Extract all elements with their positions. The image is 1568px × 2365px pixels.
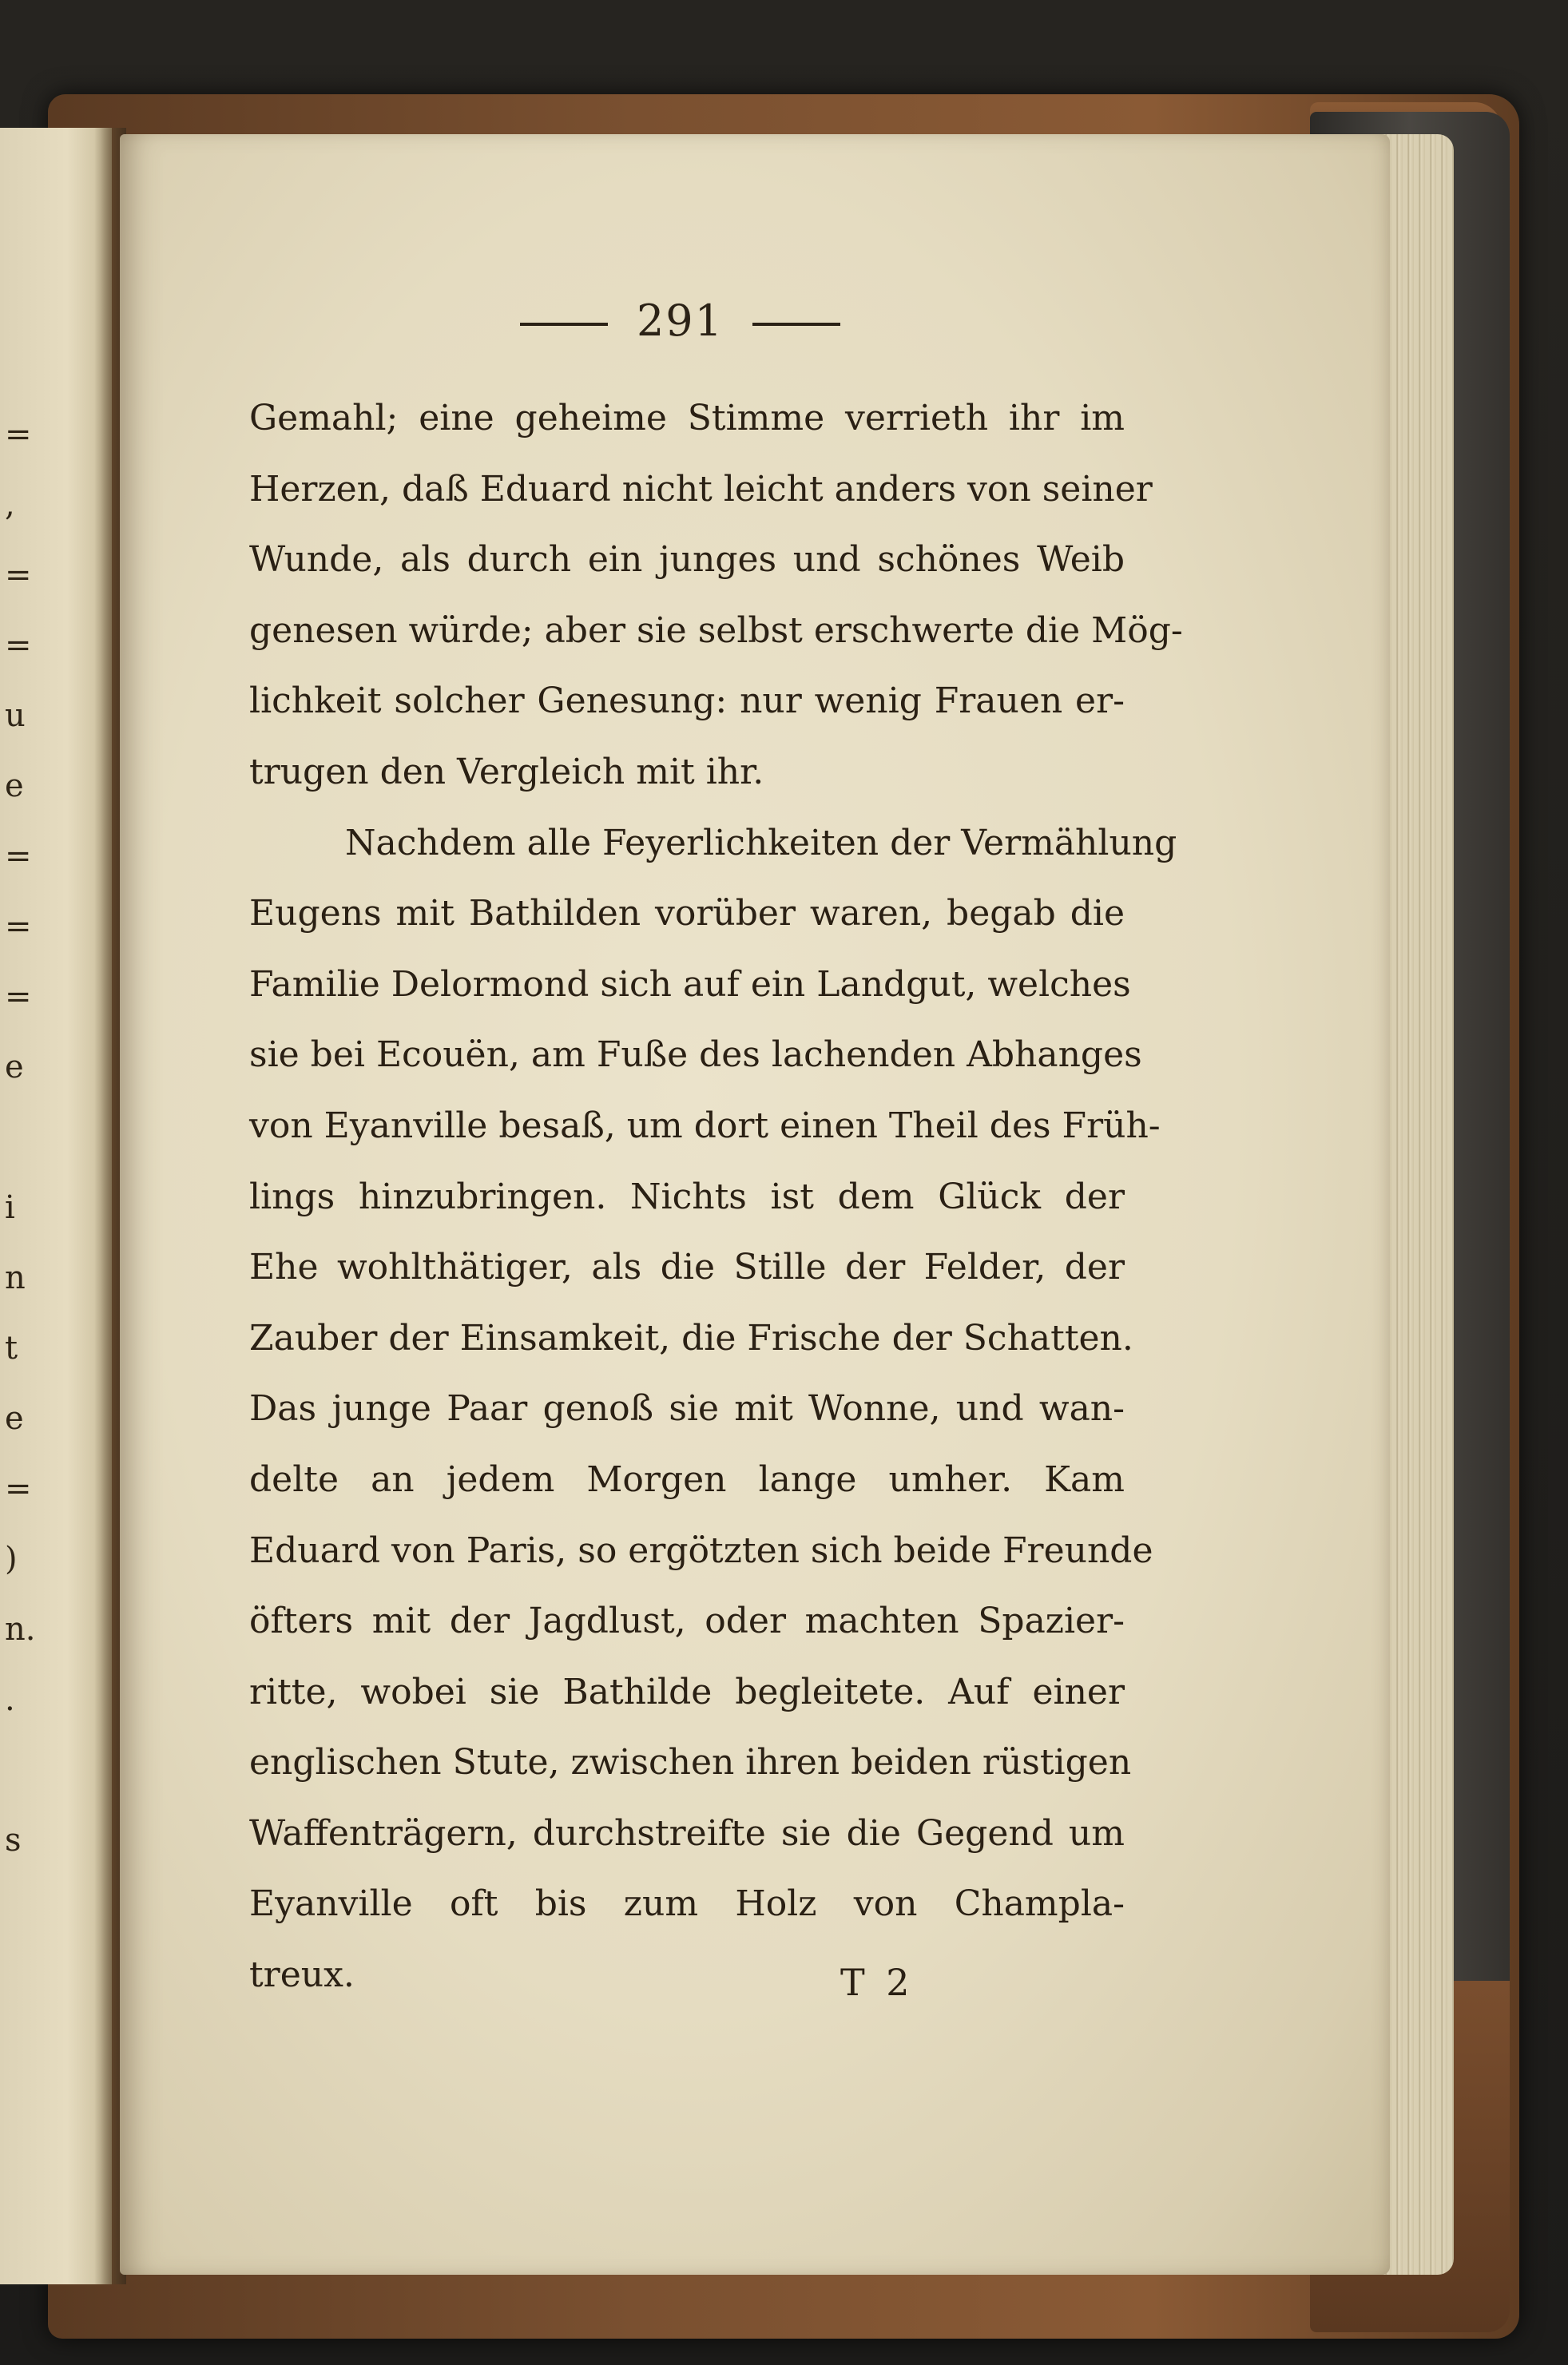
text-line: trugen den Vergleich mit ihr. <box>249 751 764 792</box>
text-line: von Eyanville besaß, um dort einen Theil des Früh- <box>249 1105 1161 1146</box>
text-line: Familie Delormond sich auf ein Landgut, welches <box>249 963 1131 1005</box>
left-page-fragment: , <box>5 486 15 523</box>
left-page-fragment: = <box>5 908 32 945</box>
text-line: Herzen, daß Eduard nicht leicht anders von seiner <box>249 468 1153 510</box>
left-page-fragment: i <box>5 1189 15 1226</box>
page-text <box>249 383 1183 2011</box>
signature-mark: T 2 <box>840 1961 915 2004</box>
text-line: Nachdem alle Feyerlichkeiten der Vermählung <box>345 822 1177 863</box>
text-line: Ehe wohlthätiger, als die Stille der Felder, der <box>249 1247 1125 1288</box>
left-page-fragment: t <box>5 1330 18 1367</box>
page-number: 291 <box>636 296 724 346</box>
text-line: sie bei Ecouën, am Fuße des lachenden Abhanges <box>249 1034 1142 1076</box>
text-line: delte an jedem Morgen lange umher. Kam <box>249 1458 1125 1500</box>
left-page-fragment: = <box>5 627 32 664</box>
left-page-fragment: e <box>5 768 24 804</box>
left-page-fragment: s <box>5 1822 22 1859</box>
left-page-fragment: e <box>5 1049 24 1085</box>
text-line: englischen Stute, zwischen ihren beiden rüstigen <box>249 1742 1132 1784</box>
running-head <box>0 296 1360 346</box>
text-line: Das junge Paar genoß sie mit Wonne, und wan- <box>249 1388 1125 1430</box>
left-page-fragment: = <box>5 978 32 1015</box>
left-page-fragment: . <box>5 1681 15 1718</box>
text-line: ritte, wobei sie Bathilde begleitete. Auf einer <box>249 1671 1125 1712</box>
left-page-fragment <box>5 1102 37 1173</box>
left-page-fragment: n <box>5 1260 26 1296</box>
right-rule <box>752 323 840 326</box>
left-page-fragment <box>5 1735 37 1805</box>
text-line: lings hinzubringen. Nichts ist dem Glück der <box>249 1176 1125 1217</box>
text-line: öfters mit der Jagdlust, oder machten Spazier- <box>249 1601 1125 1642</box>
text-line: Eugens mit Bathilden vorüber waren, begab die <box>249 893 1125 934</box>
text-line: lichkeit solcher Genesung: nur wenig Frauen er- <box>249 681 1125 722</box>
text-line: Waffenträgern, durchstreifte sie die Gegend um <box>249 1812 1125 1854</box>
text-line: Gemahl; eine geheime Stimme verrieth ihr im <box>249 398 1125 438</box>
text-line: Wunde, als durch ein junges und schönes Weib <box>249 539 1125 581</box>
left-page-fragment: = <box>5 557 32 593</box>
left-page-fragment: ) <box>5 1541 18 1577</box>
left-page-fragment <box>5 1875 37 1946</box>
left-page-fragment: = <box>5 1470 32 1507</box>
left-page-fragment: u <box>5 697 26 734</box>
text-line: Eduard von Paris, so ergötzten sich beide Freunde <box>249 1530 1153 1571</box>
text-line: Eyanville oft bis zum Holz von Champla- <box>249 1883 1125 1925</box>
left-rule <box>520 323 608 326</box>
left-page-fragment: n. <box>5 1611 36 1648</box>
left-page-fragment: = <box>5 838 32 875</box>
left-page-fragment: e <box>5 1400 24 1437</box>
text-line: treux. <box>249 1954 355 1996</box>
left-page-text-fragments <box>5 399 37 1946</box>
text-line: Zauber der Einsamkeit, die Frische der Schatten. <box>249 1317 1133 1359</box>
text-line: genesen würde; aber sie selbst erschwerte die Mög- <box>249 609 1183 651</box>
left-page-fragment: = <box>5 416 32 453</box>
